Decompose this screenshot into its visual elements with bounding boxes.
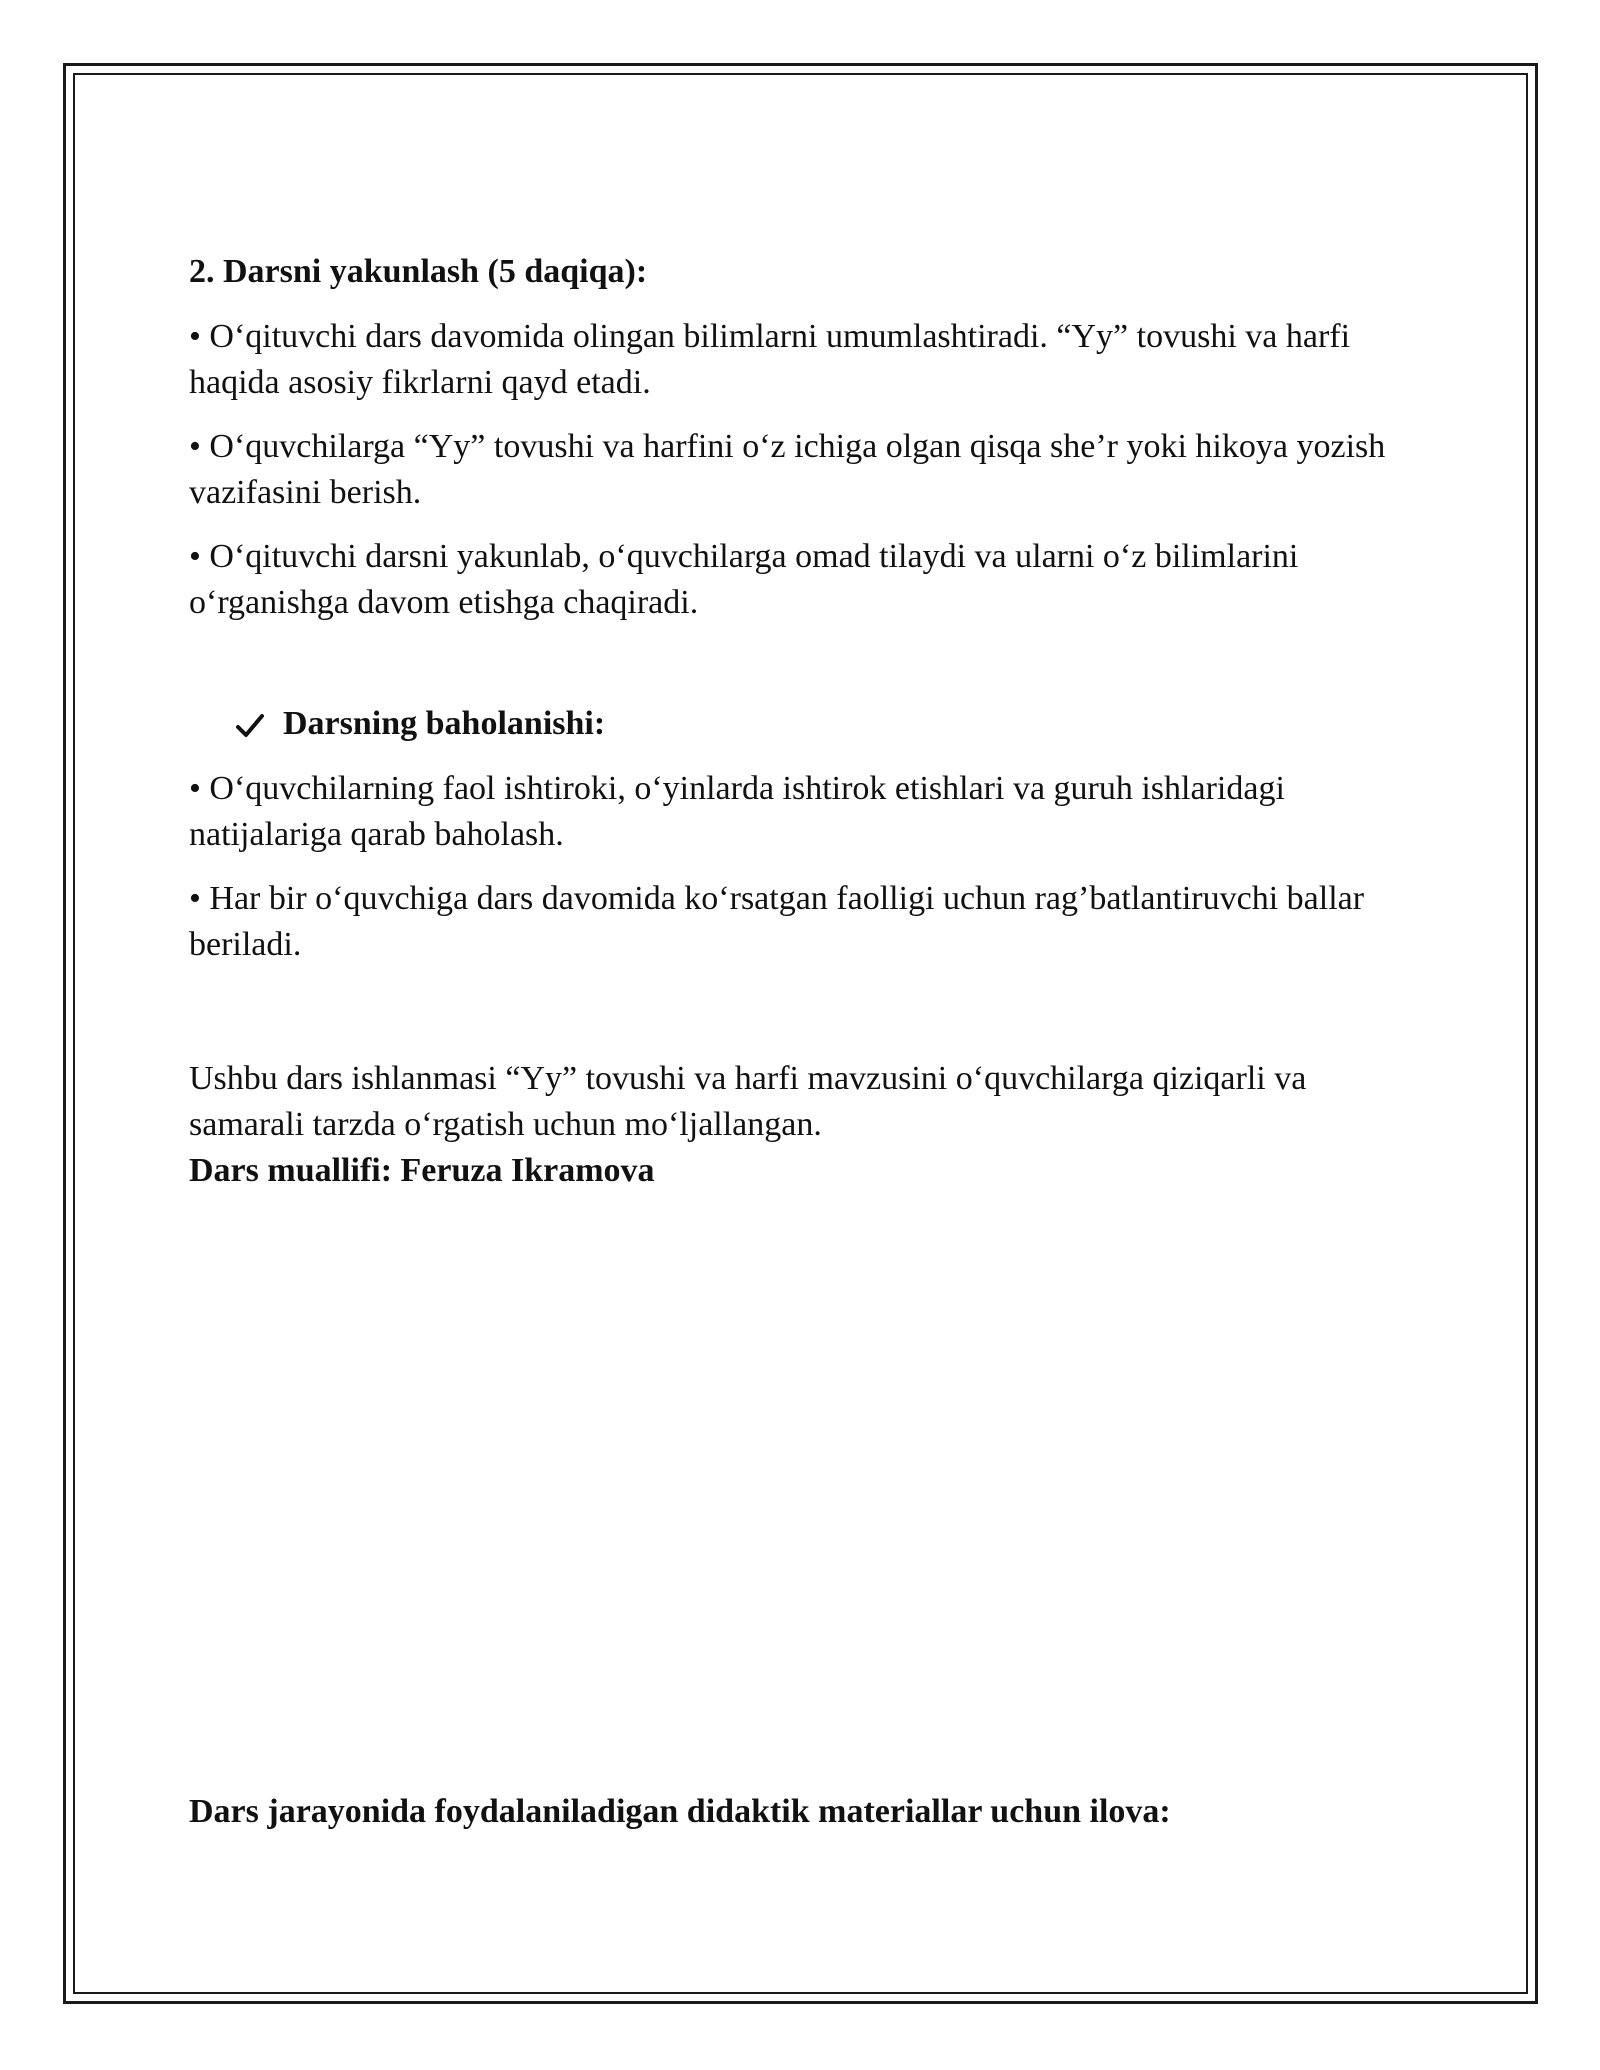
checkmark-icon (235, 709, 265, 739)
section-heading-assessment (189, 702, 1419, 746)
appendix-heading: Dars jarayonida foydalaniladigan didaktik materiallar uchun ilova: (189, 1793, 1171, 1830)
summary-text: Ushbu dars ishlanmasi “Yy” tovushi va harfi mavzusini o‘quvchilarga qiziqarli va samarali tarzda o‘rgatish uchun mo‘ljallangan. (189, 1060, 1307, 1144)
section-heading-conclusion: 2. Darsni yakunlash (5 daqiqa): (189, 253, 648, 290)
document-body (189, 250, 1419, 1194)
author-line: Dars muallifi: Feruza Ikramova (189, 1152, 655, 1190)
summary-block (189, 1056, 1419, 1194)
bullet-item: • Har bir o‘quvchiga dars davomida ko‘rsatgan faolligi uchun rag’batlantiruvchi ballar beriladi. (189, 880, 1365, 964)
bullet-item: • O‘qituvchi dars davomida olingan bilimlarni umumlashtiradi. “Yy” tovushi va harfi haqida asosiy fikrlarni qayd etadi. (189, 318, 1351, 402)
conclusion-bullet-list (189, 314, 1419, 626)
bullet-item: • O‘quvchilarning faol ishtiroki, o‘yinlarda ishtirok etishlari va guruh ishlaridagi natijalariga qarab baholash. (189, 770, 1285, 854)
bullet-item: • O‘quvchilarga “Yy” tovushi va harfini o‘z ichiga olgan qisqa she’r yoki hikoya yozish vazifasini berish. (189, 428, 1386, 512)
assessment-bullet-list (189, 766, 1419, 968)
bullet-item: • O‘qituvchi darsni yakunlab, o‘quvchilarga omad tilaydi va ularni o‘z bilimlarini o‘rganishga davom etishga chaqiradi. (189, 538, 1299, 622)
assessment-heading-text: Darsning baholanishi: (283, 705, 606, 743)
